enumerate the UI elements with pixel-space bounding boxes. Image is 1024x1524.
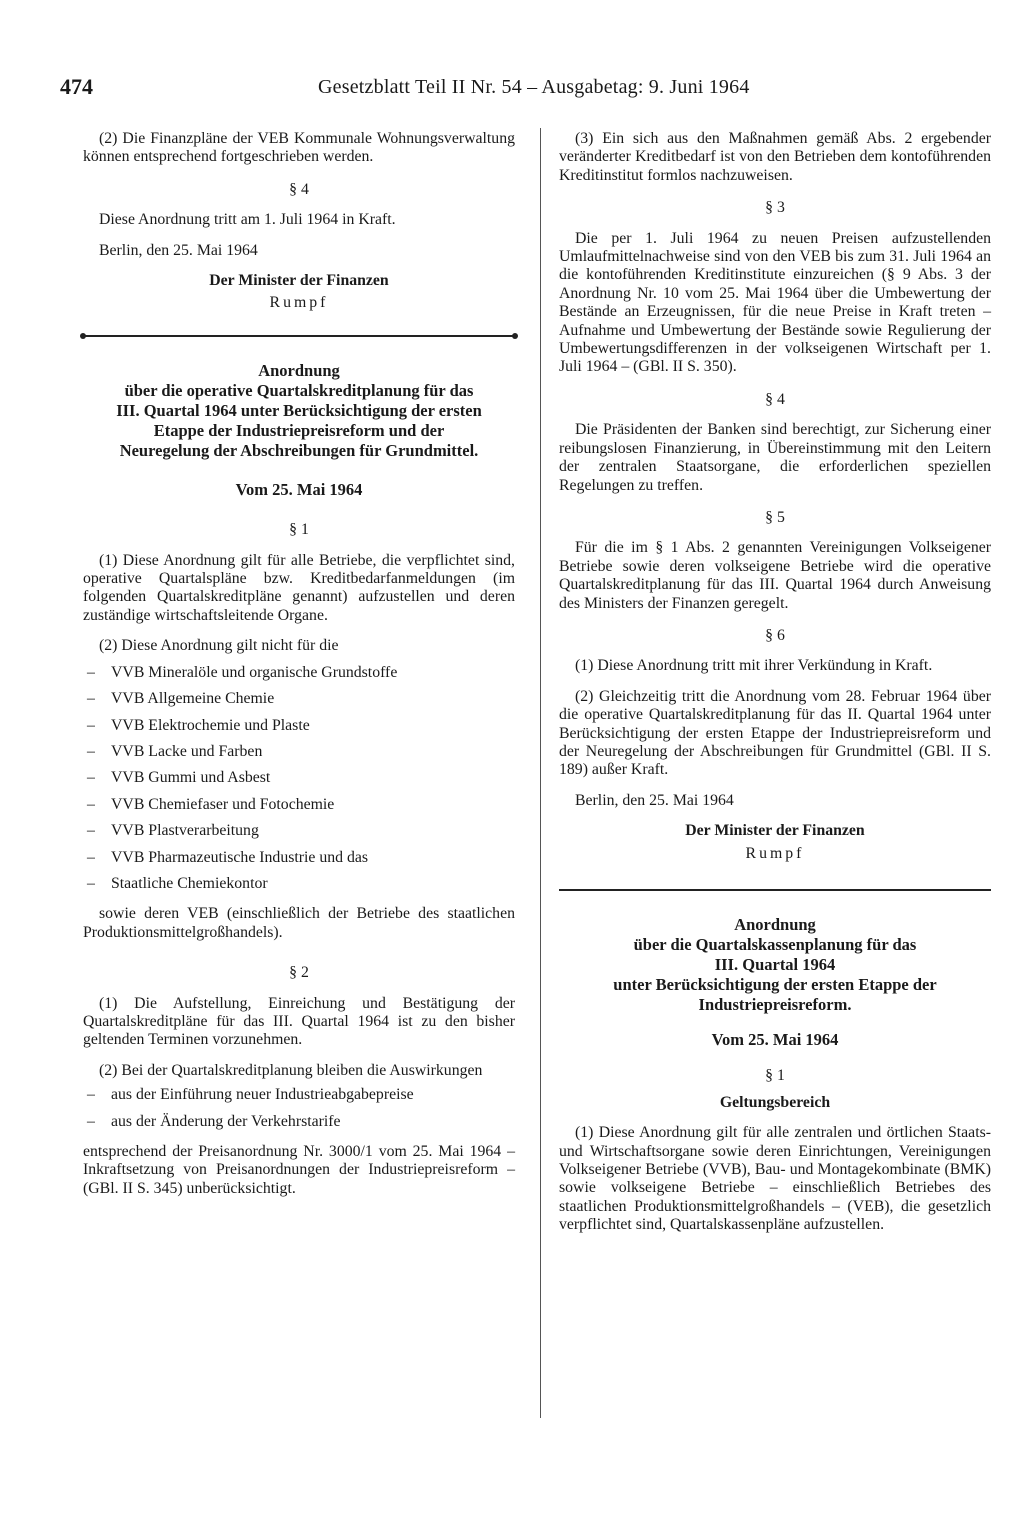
minister-title: Der Minister der Finanzen [209, 272, 389, 290]
paragraph: Für die im § 1 Abs. 2 genannten Vereinigungen Volkseigener Betriebe sowie deren volkseigene Betriebe wird die operative Quartalskreditplanung für das III. Quartal 1964 durch Anweisung des Ministers der Finanzen geregelt. [559, 539, 991, 612]
effects-list [83, 1086, 515, 1131]
title-line: Neuregelung der Abschreibungen für Grundmittel. [119, 440, 479, 460]
list-item: – VVB Elektrochemie und Plaste [83, 717, 515, 735]
title-line: III. Quartal 1964 unter Berücksichtigung der ersten [116, 400, 482, 420]
list-item: – aus der Einführung neuer Industrieabgabepreise [83, 1086, 515, 1104]
section-heading: § 4 [289, 180, 309, 198]
section-heading: § 3 [765, 199, 785, 217]
paragraph: Die Präsidenten der Banken sind berechtigt, zur Sicherung einer reibungslosen Finanzierung, in Übereinstimmung mit den Leitern der zentralen Staatsorgane, die erforderlichen speziellen Regelungen zu treffen. [559, 421, 991, 494]
list-item: – VVB Mineralöle und organische Grundstoffe [83, 664, 515, 682]
paragraph: entsprechend der Preisanordnung Nr. 3000/1 vom 25. Mai 1964 – Inkraftsetzung von Preisanordnungen der Industriepreisreform – (GBl. II S. 345) unberücksichtigt. [83, 1143, 515, 1197]
list-item: – VVB Lacke und Farben [83, 743, 515, 761]
rule-dot-right [512, 333, 518, 339]
paragraph: sowie deren VEB (einschließlich der Betriebe des staatlichen Produktionsmittelgroßhandels). [83, 905, 515, 941]
title-line: III. Quartal 1964 [714, 955, 836, 974]
minister-signature: Rumpf [269, 294, 329, 312]
title-line: Industriepreisreform. [698, 995, 852, 1014]
title-line: Anordnung [734, 915, 816, 934]
list-item: – VVB Allgemeine Chemie [83, 690, 515, 708]
section-heading: § 1 [289, 521, 309, 539]
paragraph: (1) Die Aufstellung, Einreichung und Bestätigung der Quartalskreditpläne für das III. Quartal 1964 ist zu den bisher geltenden Terminen vorzunehmen. [83, 994, 515, 1049]
section-heading: § 6 [765, 626, 785, 644]
exclusion-list [83, 664, 515, 894]
section-rule [83, 335, 515, 337]
list-item: – Staatliche Chemiekontor [83, 875, 515, 893]
minister-signature: Rumpf [745, 844, 805, 862]
place-date: Berlin, den 25. Mai 1964 [575, 791, 734, 809]
paragraph-inkrafttreten: Diese Anordnung tritt am 1. Juli 1964 in Kraft. [99, 211, 396, 229]
minister-title: Der Minister der Finanzen [685, 822, 865, 840]
section-heading: § 2 [289, 964, 309, 982]
title-line: über die Quartalskassenplanung für das [633, 935, 917, 954]
paragraph: (2) Bei der Quartalskreditplanung bleiben die Auswirkungen [99, 1061, 483, 1079]
title-line: Anordnung [258, 360, 340, 380]
paragraph: (1) Diese Anordnung gilt für alle Betriebe, die verpflichtet sind, operative Quartalspläne bzw. Kreditbedarfanmeldungen (im folgenden Quartalskreditpläne genannt) aufzustellen und deren zuständige wirtschaftsleitende Organe. [83, 551, 515, 624]
place-date: Berlin, den 25. Mai 1964 [99, 241, 258, 259]
section-heading: § 1 [765, 1067, 785, 1085]
title-line: unter Berücksichtigung der ersten Etappe der [613, 975, 937, 994]
paragraph: (2) Diese Anordnung gilt nicht für die [99, 637, 339, 655]
paragraph: (2) Gleichzeitig tritt die Anordnung vom 28. Februar 1964 über die operative Quartalskreditplanung für das II. Quartal 1964 unter Berücksichtigung der ersten Etappe der Industriepreisreform und der Neuregelung der Abschreibungen für Grundmittel (GBl. II S. 189) außer Kraft. [559, 687, 991, 779]
section-heading: § 4 [765, 390, 785, 408]
list-item: – VVB Gummi und Asbest [83, 769, 515, 787]
left-column [83, 130, 515, 1210]
paragraph: (1) Diese Anordnung gilt für alle zentralen und örtlichen Staats- und Wirtschaftsorgane sowie deren Einrichtungen, Vereinigungen Volkseigener Betriebe (VVB), Bau- und Montagekombinate (BMK) sowie volkseigene Betriebe – einschließlich Betriebes des staatlichen Produktionsmittelgroßhandels – (VEB), die gesetzlich verpflichtet sind, Quartalskassenpläne aufzustellen. [559, 1124, 991, 1234]
list-item: – VVB Pharmazeutische Industrie und das [83, 849, 515, 867]
rule-dot-left [80, 333, 86, 339]
page-number: 474 [60, 74, 93, 99]
paragraph: (3) Ein sich aus den Maßnahmen gemäß Abs. 2 ergebender veränderter Kreditbedarf ist von den Betrieben dem kontoführenden Kreditinstitut formlos nachzuweisen. [559, 130, 991, 184]
right-column [559, 130, 991, 1247]
list-item: – aus der Änderung der Verkehrstarife [83, 1113, 515, 1131]
column-divider [540, 128, 541, 1418]
ordinance-title [83, 361, 515, 461]
title-line: über die operative Quartalskreditplanung für das [124, 380, 474, 400]
section-rule [559, 889, 991, 891]
ordinance-date: Vom 25. Mai 1964 [235, 479, 363, 499]
ordinance-title [559, 915, 991, 1015]
list-item: – VVB Chemiefaser und Fotochemie [83, 796, 515, 814]
paragraph: (1) Diese Anordnung tritt mit ihrer Verkündung in Kraft. [575, 657, 933, 675]
section-heading: § 5 [765, 508, 785, 526]
paragraph-finanzplaene: (2) Die Finanzpläne der VEB Kommunale Wohnungsverwaltung können entsprechend fortgeschrieben werden. [83, 130, 515, 166]
paragraph: Die per 1. Juli 1964 zu neuen Preisen aufzustellenden Umlaufmittelnachweise sind von den VEB bis zum 31. Juli 1964 an die kontoführenden Kreditinstitute einzureichen (§ 9 Abs. 3 der Anordnung Nr. 10 vom 25. Mai 1964 über die Umbewertung der Bestände an Erzeugnissen, für die neue Preise in Kraft treten – Aufnahme und Umbewertung der Bestände sowie Regulierung der Umbewertungsdifferenzen in der volkseigenen Wirtschaft per 1. Juli 1964 – (GBl. II S. 350). [559, 229, 991, 376]
section-subheading: Geltungsbereich [719, 1093, 831, 1111]
list-item: – VVB Plastverarbeitung [83, 822, 515, 840]
title-line: Etappe der Industriepreisreform und der [153, 420, 445, 440]
ordinance-date: Vom 25. Mai 1964 [711, 1030, 839, 1049]
running-header: Gesetzblatt Teil II Nr. 54 – Ausgabetag: 9. Juni 1964 [318, 76, 750, 98]
